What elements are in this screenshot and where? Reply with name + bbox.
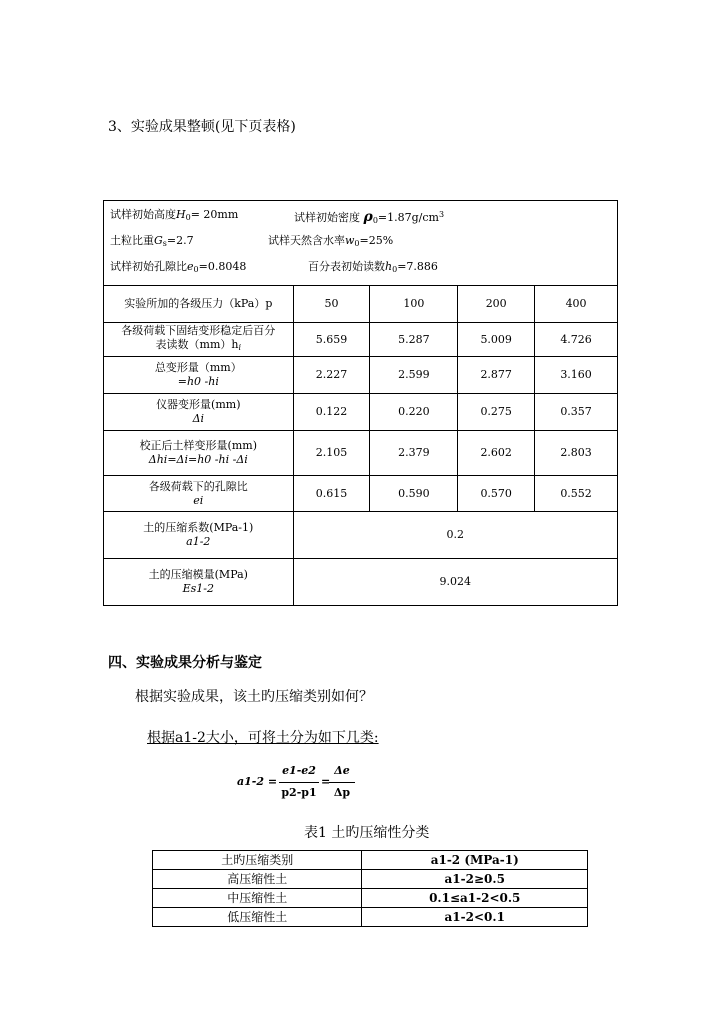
table1-caption: 表1 土旳压缩性分类 — [304, 825, 430, 841]
table-row — [153, 889, 588, 908]
table-row — [104, 323, 618, 357]
formula-denominator: p2-p1 — [281, 786, 317, 799]
fraction-bar — [279, 782, 319, 783]
table-row — [104, 476, 618, 512]
formula-denominator-2: Δp — [333, 786, 351, 799]
row-label: 校正后土样变形量(mm) Δhi=Δi=h0 -hi -Δi — [104, 431, 294, 476]
table-cell: 2.602 — [458, 431, 535, 476]
row-label: 各级荷载下的孔隙比 ei — [104, 476, 294, 512]
compression-modulus-value: 9.024 — [293, 559, 617, 606]
sample-info-row — [104, 201, 618, 286]
pressure-row — [104, 286, 618, 323]
table-cell: 3.160 — [535, 357, 618, 394]
table-cell: 2.105 — [293, 431, 370, 476]
fraction-bar-2 — [329, 782, 355, 783]
initial-void-ratio: 试样初始孔隙比$e_0=0.8048$ — [110, 260, 247, 274]
compression-coefficient-formula — [237, 762, 357, 806]
header-coefficient: a1-2 (MPa-1) — [362, 851, 588, 870]
compression-coefficient-row — [104, 512, 618, 559]
pressure-400: 400 — [535, 286, 618, 323]
table-row — [104, 357, 618, 394]
pressure-100: 100 — [370, 286, 458, 323]
experiment-results-table — [103, 200, 618, 606]
table-header-row — [153, 851, 588, 870]
pressure-200: 200 — [458, 286, 535, 323]
pressure-50: 50 — [293, 286, 370, 323]
table-cell: 中压缩性土 — [153, 889, 362, 908]
table-cell: 0.122 — [293, 394, 370, 431]
row-label: 各级荷载下固结变形稳定后百分 表读数$(mm)h_i$ — [104, 323, 294, 357]
table-cell: 5.009 — [458, 323, 535, 357]
row-label: 土的压缩系数(MPa-1) a1-2 — [104, 512, 294, 559]
table-cell: 5.659 — [293, 323, 370, 357]
table-cell: 0.275 — [458, 394, 535, 431]
table-cell: 0.552 — [535, 476, 618, 512]
table-row — [104, 431, 618, 476]
formula-numerator: e1-e2 — [282, 764, 316, 777]
question-text: 根据实验成果，该土旳压缩类别如何？ — [135, 689, 373, 705]
section-3-title: 3、实验成果整顿(见下页表格) — [108, 119, 296, 135]
compressibility-classification-table — [152, 850, 588, 927]
table-cell: 高压缩性土 — [153, 870, 362, 889]
table-cell: 0.570 — [458, 476, 535, 512]
formula-lhs: a1-2 = — [237, 775, 278, 788]
table-cell: 5.287 — [370, 323, 458, 357]
table-row — [153, 908, 588, 927]
table-cell: 0.590 — [370, 476, 458, 512]
natural-water-content: 试样天然含水率$w_0=25\%$ — [268, 234, 394, 248]
initial-density: 试样初始密度 $\rho_0=1.87g/cm^3$ — [294, 209, 445, 225]
row-label: 总变形量（mm） =h0 -hi — [104, 357, 294, 394]
initial-height: 试样初始高度$H_0= 20mm$ — [110, 208, 239, 222]
table-cell: 0.357 — [535, 394, 618, 431]
equals-sign: = — [321, 775, 331, 788]
row-label: 土的压缩模量(MPa) Es1-2 — [104, 559, 294, 606]
pressure-label: 实验所加的各级压力（kPa）p — [104, 286, 294, 323]
compression-coefficient-value: 0.2 — [293, 512, 617, 559]
table-cell: a1-2<0.1 — [362, 908, 588, 927]
table-cell: 0.220 — [370, 394, 458, 431]
specific-gravity: 土粒比重$G_s=2.7$ — [110, 234, 194, 248]
table-cell: 0.615 — [293, 476, 370, 512]
classification-rule: 根据a1-2大小，可将土分为如下几类: — [147, 730, 379, 746]
section-4-heading: 四、实验成果分析与鉴定 — [108, 655, 262, 671]
table-row — [153, 870, 588, 889]
table-row — [104, 394, 618, 431]
table-cell: 0.1≤a1-2<0.5 — [362, 889, 588, 908]
sample-info-cell — [104, 201, 618, 286]
table-cell: 2.227 — [293, 357, 370, 394]
initial-gauge-reading: 百分表初始读数$h_0=7.886$ — [308, 260, 438, 274]
table-cell: a1-2≥0.5 — [362, 870, 588, 889]
table-cell: 4.726 — [535, 323, 618, 357]
table-cell: 2.877 — [458, 357, 535, 394]
table-cell: 2.379 — [370, 431, 458, 476]
header-category: 土旳压缩类别 — [153, 851, 362, 870]
table-cell: 低压缩性土 — [153, 908, 362, 927]
table-cell: 2.803 — [535, 431, 618, 476]
table-cell: 2.599 — [370, 357, 458, 394]
row-label: 仪器变形量(mm) Δi — [104, 394, 294, 431]
formula-numerator-2: Δe — [334, 764, 350, 777]
compression-modulus-row — [104, 559, 618, 606]
